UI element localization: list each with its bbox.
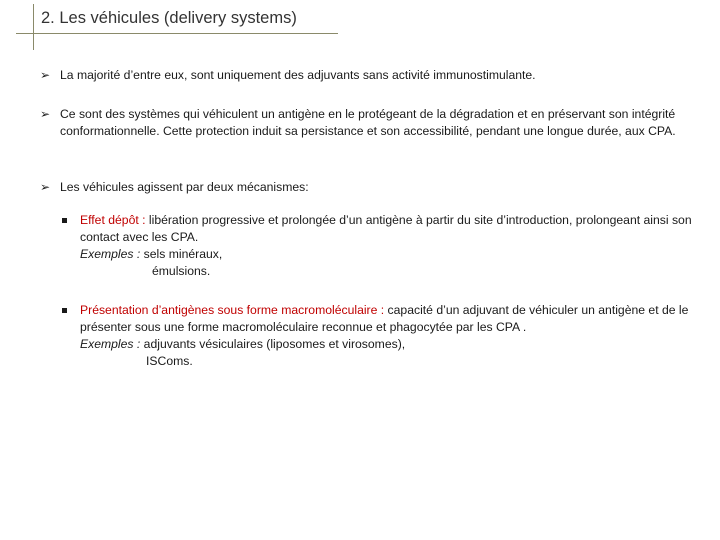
square-bullet-icon: [62, 218, 67, 223]
arrow-bullet-icon: ➢: [40, 180, 51, 194]
example-value: ISComs.: [146, 354, 193, 368]
bullet-item-3: [40, 179, 710, 196]
square-bullet-icon: [62, 308, 67, 313]
title-horizontal-rule: [16, 33, 338, 34]
example-value: sels minéraux,: [140, 247, 223, 261]
arrow-bullet-icon: ➢: [40, 107, 51, 121]
mechanism-text: [80, 212, 707, 280]
bullet-item-2: [40, 106, 710, 140]
examples-line: [80, 246, 707, 263]
bullet-text: Les véhicules agissent par deux mécanismes:: [60, 180, 309, 194]
example-value: émulsions.: [152, 264, 211, 278]
mechanism-description: libération progressive et prolongée d’un antigène à partir du site d’introduction, prolongeant ainsi son contact avec les CPA.: [80, 213, 692, 244]
bullet-text: La majorité d’entre eux, sont uniquement des adjuvants sans activité immunostimulante.: [60, 68, 536, 82]
bullet-item-1: [40, 67, 710, 84]
bullet-text: Ce sont des systèmes qui véhiculent un antigène en le protégeant de la dégradation et en préservant son intégrité conformationnelle. Cette protection induit sa persistance et son accessibilité, pendant une longue durée, aux CPA.: [60, 107, 676, 138]
mechanism-item-depot: [62, 212, 707, 280]
slide-title: 2. Les véhicules (delivery systems): [41, 9, 297, 27]
mechanism-term: Présentation d’antigènes sous forme macromoléculaire :: [80, 303, 385, 317]
examples-line: [80, 336, 707, 353]
examples-label: Exemples :: [80, 337, 141, 351]
title-vertical-rule: [33, 4, 34, 50]
arrow-bullet-icon: ➢: [40, 68, 51, 82]
mechanism-term: Effet dépôt :: [80, 213, 146, 227]
mechanism-item-presentation: [62, 302, 707, 370]
mechanism-description: capacité d’un adjuvant de véhiculer un antigène et de le présenter sous une forme macromoléculaire reconnue et phagocytée par les CPA .: [80, 303, 689, 334]
examples-label: Exemples :: [80, 247, 141, 261]
example-value: adjuvants vésiculaires (liposomes et virosomes),: [140, 337, 406, 351]
mechanism-text: [80, 302, 707, 370]
